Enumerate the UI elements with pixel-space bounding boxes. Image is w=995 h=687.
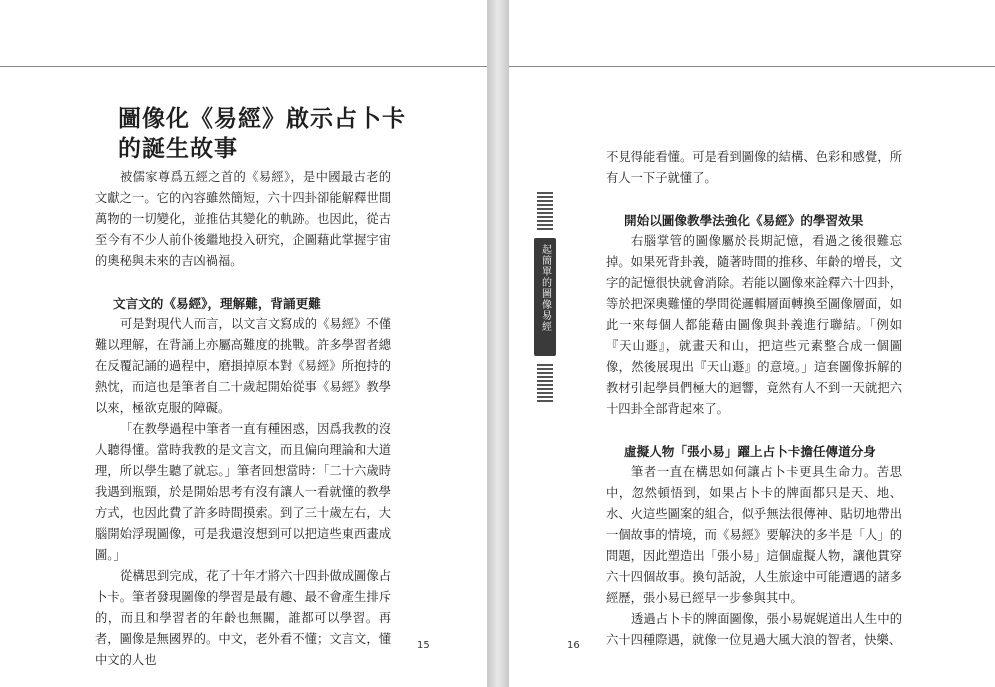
page-number: 15 [417, 640, 430, 651]
page-number: 16 [567, 640, 580, 651]
left-page [0, 0, 487, 687]
intro-paragraph: 被儒家尊爲五經之首的《易經》，是中國最古老的文獻之一。它的內容雖然簡短，六十四卦卻能解釋世間萬物的一切變化，並推估其變化的軌跡。也因此，從古至今有不少人前仆後繼地投入研究，企圖藉此掌握宇宙的奧秘與未來的吉凶禍福。 [95, 170, 391, 268]
quote-paragraph: 「在教學過程中筆者一直有種困惑，因爲我教的沒人聽得懂。當時我教的是文言文，而且偏向理論和大道理，所以學生聽了就忘。」筆者回想當時：「二十六歲時我遇到瓶頸，於是開始思考有沒有讓人一看就懂的教學方式，也因此費了許多時間摸索。到了三十歲左右，大腦開始浮現圖像，可是我還沒想到可以把這些東西畫成圖。」 [95, 422, 391, 562]
right-body-text [606, 147, 902, 651]
continued-paragraph: 不見得能看懂。可是看到圖像的結構、色彩和感覺，所有人一下子就懂了。 [606, 150, 902, 185]
section-heading: 虛擬人物「張小易」躍上占卜卡擔任傳道分身 [624, 444, 876, 459]
section-heading: 開始以圖像教學法強化《易經》的學習效果 [624, 213, 864, 228]
body-paragraph: 可是對現代人而言，以文言文寫成的《易經》不僅難以理解，在背誦上亦屬高難度的挑戰。許多學習者總在反覆記誦的過程中，磨損掉原本對《易經》所抱持的熱忱，而這也是筆者自二十歲起開始從事《易經》教學以來，極欲克服的障礙。 [95, 317, 391, 415]
header-rule [0, 66, 487, 67]
vertical-tab-label [534, 238, 556, 356]
section-heading: 文言文的《易經》，理解難，背誦更難 [113, 296, 321, 311]
body-paragraph: 從構思到完成，花了十年才將六十四卦做成圖像占卜卡。筆者發現圖像的學習是最有趣、最不會產生排斥的，而且和學習者的年齡也無關，誰都可以學習。再者，圖像是無國界的。中文，老外看不懂；文言文，懂中文的人也 [95, 569, 391, 667]
book-gutter [487, 0, 509, 687]
hexagram-lines-icon [537, 364, 553, 402]
side-chapter-tab [532, 192, 558, 404]
chapter-title: 圖像化《易經》啟示占卜卡的誕生故事 [118, 105, 406, 162]
tab-text: 起簡單的圖像易經 [539, 244, 551, 332]
hexagram-lines-icon [537, 192, 553, 230]
body-paragraph: 筆者一直在構思如何讓占卜卡更具生命力。苦思中，忽然頓悟到，如果占卜卡的牌面都只是天、地、水、火這些圖案的組合，似乎無法很傳神、貼切地帶出一個故事的情境，而《易經》要解決的多半是「人」的問題，因此塑造出「張小易」這個虛擬人物，讓他貫穿六十四個故事。換句話說，人生旅途中可能遭遇的諸多經歷，張小易已經早一步參與其中。 [606, 465, 902, 605]
body-paragraph: 透過占卜卡的牌面圖像，張小易娓娓道出人生中的六十四種際遇，就像一位見過大風大浪的智者，快樂、 [606, 612, 902, 647]
body-paragraph: 右腦掌管的圖像屬於長期記憶，看過之後很難忘掉。如果死背卦義，隨著時間的推移、年齡的增長，文字的記憶很快就會消除。若能以圖像來詮釋六十四卦，等於把深奧難懂的學問從邏輯層面轉換至圖像層面，如此一來每個人都能藉由圖像與卦義進行聯結。「例如『天山遯』，就畫天和山，把這些元素整合成一個圖像，然後展現出『天山遯』的意境。」這套圖像拆解的教材引起學員們極大的迴響，竟然有人不到一天就把六十四卦全部背起來了。 [606, 234, 902, 416]
left-body-text [95, 167, 391, 671]
header-rule [509, 66, 995, 67]
